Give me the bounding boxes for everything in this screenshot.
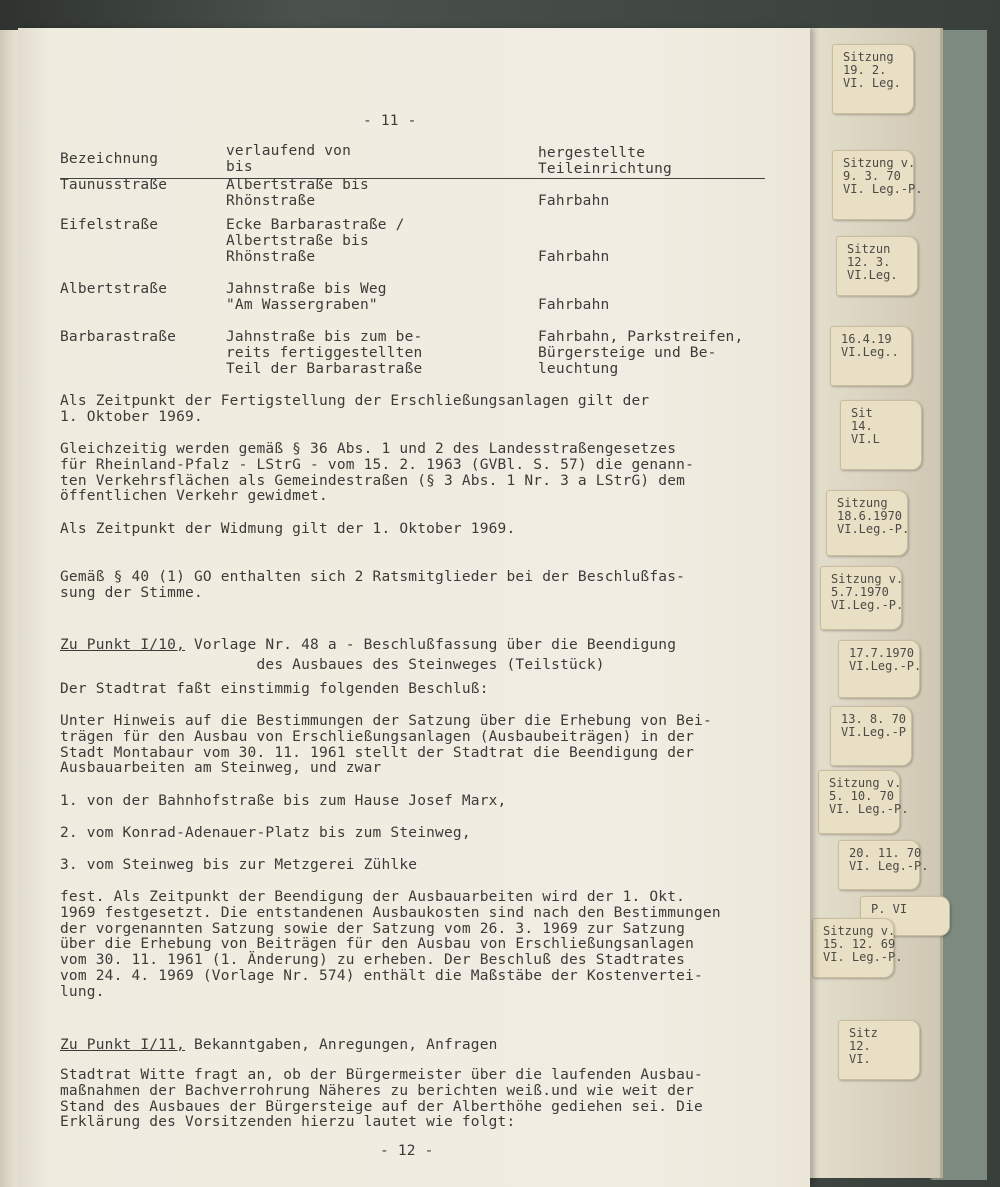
paragraph-abstention: Gemäß § 40 (1) GO enthalten sich 2 Ratsmitglieder bei der Beschlußfas- sung der Stimme. [60, 569, 686, 601]
row-name: Taunusstraße [60, 177, 168, 193]
page-number-bottom: - 12 - [380, 1143, 434, 1159]
index-tab: Sitzung v. 5. 10. 70 VI. Leg.-P. [818, 770, 900, 834]
index-tab: 13. 8. 70 VI.Leg.-P [830, 706, 912, 766]
paragraph-completion-date: Als Zeitpunkt der Fertigstellung der Erschließungsanlagen gilt der 1. Oktober 1969. [60, 393, 650, 425]
index-tab: 17.7.1970 VI.Leg.-P. [838, 640, 920, 698]
index-tab: Sitz 12. VI. [838, 1020, 920, 1080]
index-tab: Sitzung 18.6.1970 VI.Leg.-P. [826, 490, 908, 556]
document-page [18, 28, 810, 1187]
row-name: Albertstraße [60, 281, 168, 297]
paragraph-statute-reference: Unter Hinweis auf die Bestimmungen der Satzung über die Erhebung von Bei- trägen für den Ausbau von Erschließungsanlagen (Ausbaubeiträgen) in der Stadt Montabaur vom 30. 11. 1961 stellt der Stadtrat die Beendigung der Ausbauarbeiten am Steinweg, und zwar [60, 713, 712, 777]
index-tab: 20. 11. 70 VI. Leg.-P. [838, 840, 920, 890]
heading-item-10 [60, 634, 676, 674]
paragraph-inquiry: Stadtrat Witte fragt an, ob der Bürgermeister über die laufenden Ausbau- maßnahmen der Bachverrohrung Näheres zu berichten weiß.und wie weit der Stand des Ausbaues der Bürgersteige auf der Alberthöhe gediehen sei. Die Erklärung des Vorsitzenden hierzu lautet wie folgt: [60, 1067, 703, 1131]
row-name: Eifelstraße [60, 217, 159, 233]
index-tab: 16.4.19 VI.Leg.. [830, 326, 912, 386]
index-tab: Sitzun 12. 3. VI.Leg. [836, 236, 918, 296]
index-tab: Sit 14. VI.L [840, 400, 922, 470]
row-route: Albertstraße bis Rhönstraße [226, 177, 369, 209]
page-number-top: - 11 - [363, 113, 417, 129]
index-tab: Sitzung 19. 2. VI. Leg. [832, 44, 914, 114]
table-header-route: verlaufend von bis [226, 143, 352, 175]
index-tab: Sitzung v. 5.7.1970 VI.Leg.-P. [820, 566, 902, 630]
index-tab: P. VI [860, 896, 950, 936]
list-item: 2. vom Konrad-Adenauer-Platz bis zum Steinweg, [60, 825, 471, 841]
paragraph-dedication-date: Als Zeitpunkt der Widmung gilt der 1. Oktober 1969. [60, 521, 516, 537]
heading-item-11-label: Zu Punkt I/11, [60, 1037, 186, 1053]
table-header-name: Bezeichnung [60, 151, 159, 167]
row-route: Jahnstraße bis Weg "Am Wassergraben" [226, 281, 387, 313]
row-route: Ecke Barbarastraße / Albertstraße bis Rhönstraße [226, 217, 405, 265]
index-tab: Sitzung v. 15. 12. 69 VI. Leg.-P. [812, 918, 894, 978]
row-route: Jahnstraße bis zum be- reits fertiggestellten Teil der Barbarastraße [226, 329, 423, 377]
row-facility: Fahrbahn [538, 193, 610, 209]
table-header-facility: hergestellte Teileinrichtung [538, 145, 672, 177]
left-page-edge [0, 30, 18, 1187]
heading-item-10-label: Zu Punkt I/10, [60, 637, 186, 653]
index-tab: Sitzung v. 9. 3. 70 VI. Leg.-P. [832, 150, 914, 220]
list-item: 3. vom Steinweg bis zur Metzgerei Zühlke [60, 857, 418, 873]
heading-item-10-text: Vorlage Nr. 48 a - Beschlußfassung über die Beendigung des Ausbaues des Steinweges (Teilstück) [193, 637, 677, 673]
heading-item-11-text: Bekanntgaben, Anregungen, Anfragen [185, 1037, 498, 1053]
list-item: 1. von der Bahnhofstraße bis zum Hause Josef Marx, [60, 793, 507, 809]
row-facility: Fahrbahn [538, 249, 610, 265]
row-facility: Fahrbahn [538, 297, 610, 313]
row-facility: Fahrbahn, Parkstreifen, Bürgersteige und Be- leuchtung [538, 329, 744, 377]
paragraph-dedication: Gleichzeitig werden gemäß § 36 Abs. 1 und 2 des Landesstraßengesetzes für Rheinland-Pfalz - LStrG - vom 15. 2. 1963 (GVBl. S. 57) die genann- ten Verkehrsflächen als Gemeindestraßen (§ 3 Abs. 1 Nr. 3 a LStrG) dem öffentlichen Verkehr gewidmet. [60, 441, 695, 505]
paragraph-costs: fest. Als Zeitpunkt der Beendigung der Ausbauarbeiten wird der 1. Okt. 1969 festgesetzt. Die entstandenen Ausbaukosten sind nach den Bestimmungen der vorgenannten Satzung sowie der Satzung vom 26. 3. 1969 zur Satzung über die Erhebung von Beiträgen für den Ausbau von Erschließungsanlagen vom 30. 11. 1961 (1. Änderung) zu erheben. Der Beschluß des Stadtrates vom 24. 4. 1969 (Vorlage Nr. 574) enthält die Maßstäbe der Kostenvertei- lung. [60, 889, 721, 1000]
paragraph-resolution-intro: Der Stadtrat faßt einstimmig folgenden Beschluß: [60, 681, 489, 697]
heading-item-11 [60, 1034, 498, 1054]
row-name: Barbarastraße [60, 329, 177, 345]
